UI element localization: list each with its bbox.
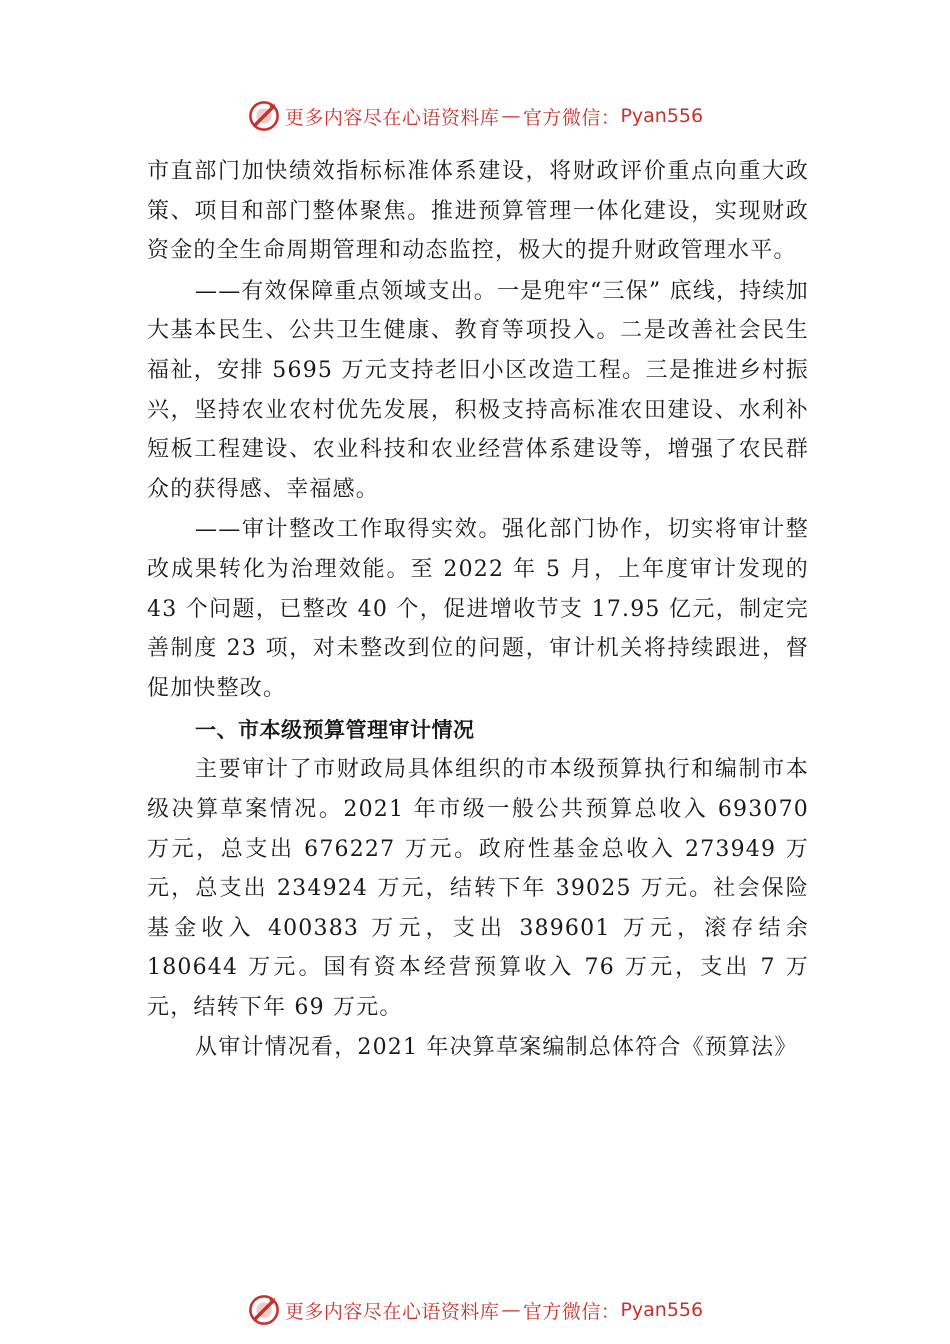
brand-logo-icon: [247, 99, 281, 133]
paragraph-audit-rectification: ——审计整改工作取得实效。强化部门协作，切实将审计整改成果转化为治理效能。至 2022 年 5 月，上年度审计发现的 43 个问题，已整改 40 个，促进增收节支 17.95 亿元，制定完善制度 23 项，对未整改到位的问题，审计机关将持续跟进，督促加快整改。: [147, 517, 809, 701]
paragraph-budget-summary: 主要审计了市财政局具体组织的市本级预算执行和编制市本级决算草案情况。2021 年市级一般公共预算总收入 693070 万元，总支出 676227 万元。政府性基金总收入 273949 万元，总支出 234924 万元，结转下年 39025 万元。社会保险基金收入 400383 万元，支出 389601 万元，滚存结余 180644 万元。国有资本经营预算收入 76 万元，支出 7 万元，结转下年 69 万元。: [147, 757, 809, 1020]
watermark-wechat-id: Pyan556: [620, 105, 704, 127]
brand-logo-icon: [247, 1293, 281, 1327]
watermark-label: 官方微信：: [522, 106, 621, 129]
paragraph-continued: 市直部门加快绩效指标标准体系建设，将财政评价重点向重大政策、项目和部门整体聚焦。推进预算管理一体化建设，实现财政资金的全生命周期管理和动态监控，极大的提升财政管理水平。: [147, 159, 809, 264]
watermark-text: 更多内容尽在心语资料库: [284, 1300, 500, 1323]
watermark-separator: —: [501, 105, 521, 127]
watermark-wechat-id: Pyan556: [620, 1299, 704, 1321]
watermark-text: 更多内容尽在心语资料库: [284, 106, 500, 129]
paragraph-key-spending: ——有效保障重点领域支出。一是兜牢“三保” 底线，持续加大基本民生、公共卫生健康、教育等项投入。二是改善社会民生福祉，安排 5695 万元支持老旧小区改造工程。三是推进乡村振兴，坚持农业农村优先发展，积极支持高标准农田建设、水利补短板工程建设、农业科技和农业经营体系建设等，增强了农民群众的获得感、幸福感。: [147, 278, 809, 502]
watermark-separator: —: [501, 1299, 521, 1321]
header-watermark: [0, 96, 950, 136]
section-heading: 一、市本级预算管理审计情况: [195, 718, 475, 743]
paragraph-audit-findings: 从审计情况看，2021 年决算草案编制总体符合《预算法》: [195, 1035, 798, 1061]
footer-watermark: [0, 1290, 950, 1330]
document-body: [147, 152, 809, 1069]
watermark-label: 官方微信：: [522, 1300, 621, 1323]
